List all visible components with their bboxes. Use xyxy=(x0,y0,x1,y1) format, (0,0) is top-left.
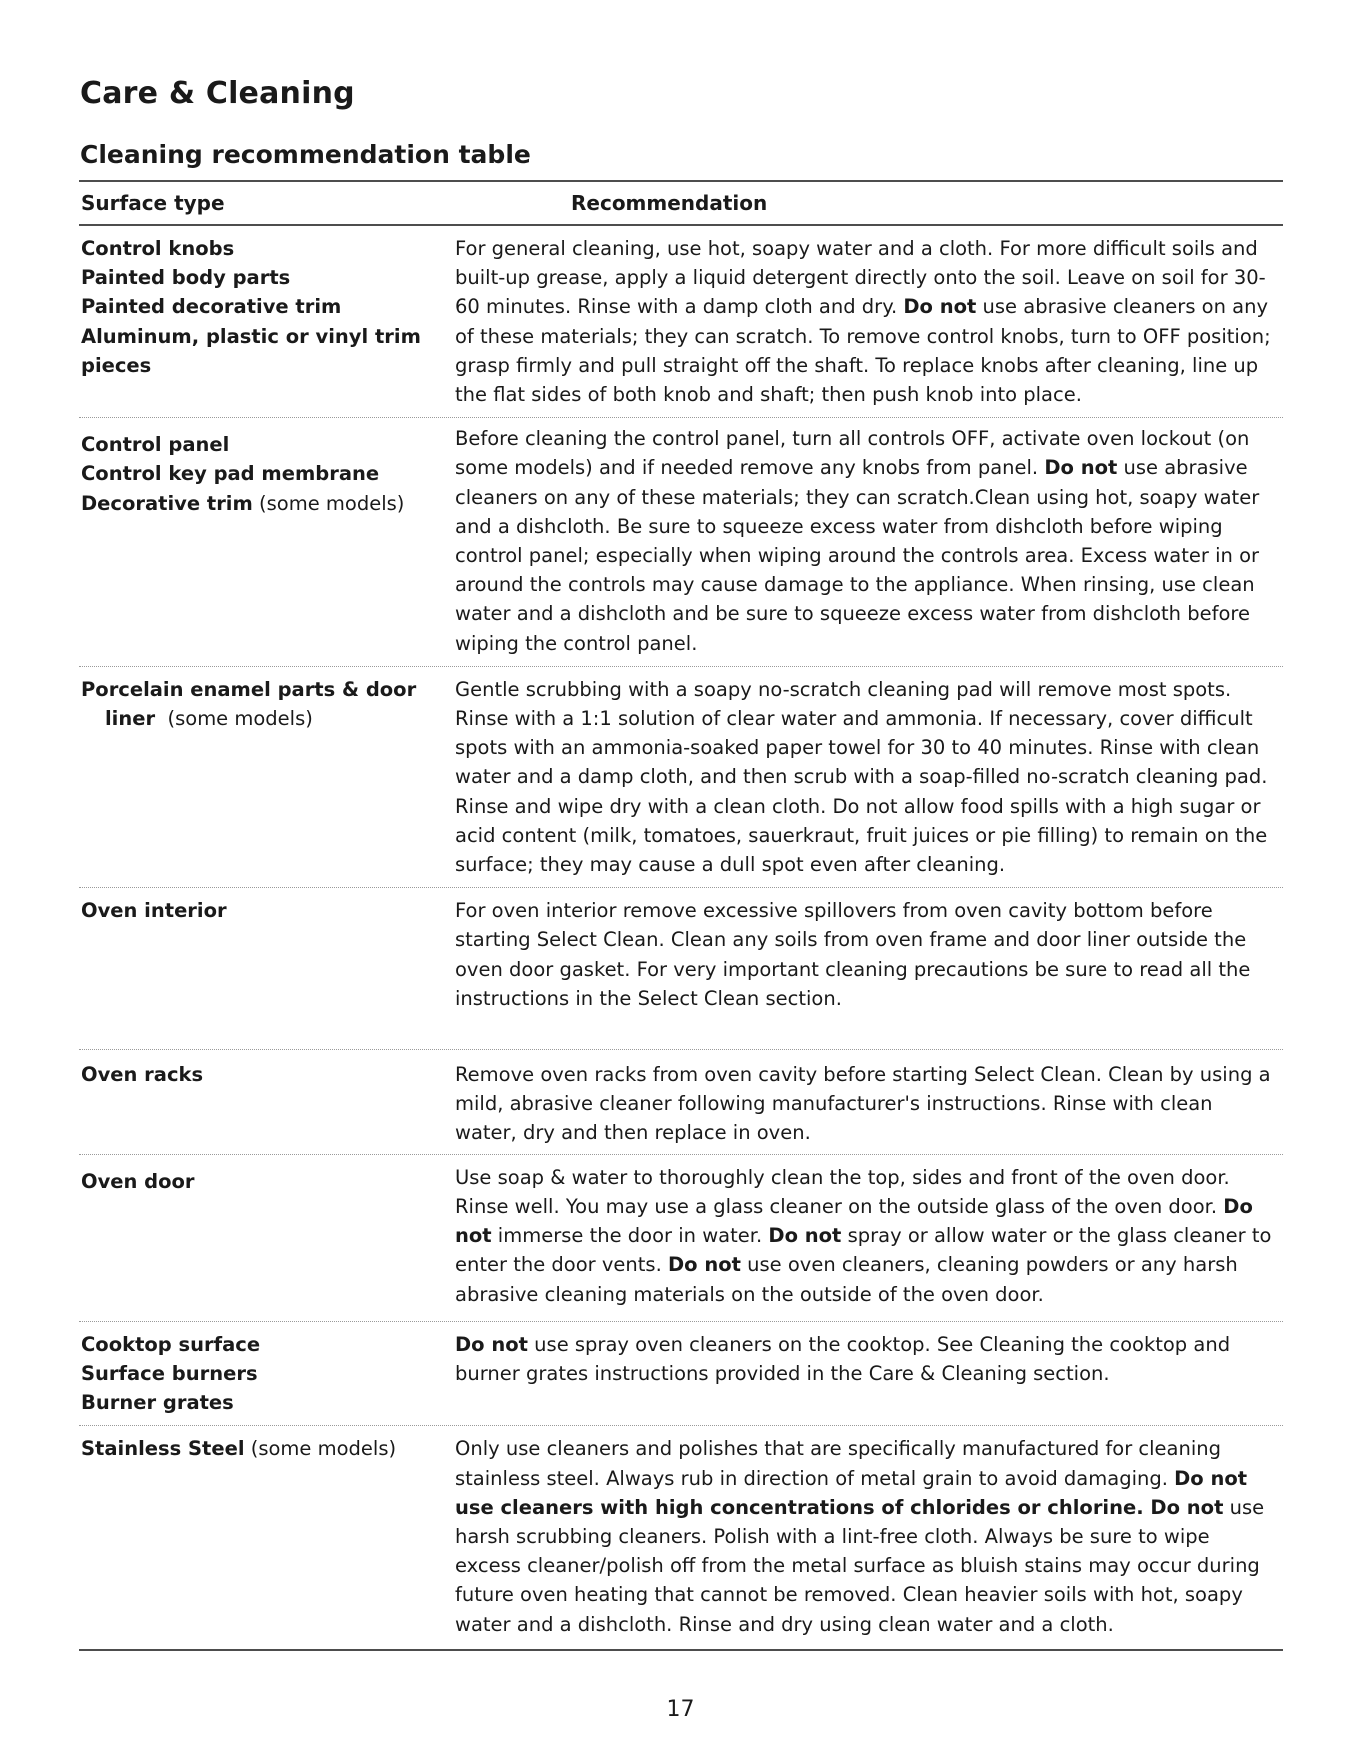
surface-item xyxy=(81,1167,455,1196)
surface-type-cell xyxy=(79,1330,455,1418)
surface-name: Decorative trim xyxy=(81,491,253,515)
table-row xyxy=(79,667,1283,888)
table-header-row xyxy=(79,180,1283,226)
recommendation-cell xyxy=(455,1163,1283,1309)
surface-name: liner xyxy=(105,707,156,731)
page-title: Care & Cleaning xyxy=(80,76,355,111)
surface-name: Surface burners xyxy=(81,1361,258,1385)
recommendation-emphasis: Do not xyxy=(903,295,977,319)
surface-item xyxy=(81,263,455,292)
surface-item xyxy=(81,675,455,704)
page-number: 17 xyxy=(666,1697,695,1722)
recommendation-text: use oven cleaners, cleaning powders or any harsh abrasive cleaning materials on the outside of the oven door. xyxy=(455,1253,1238,1306)
recommendation-text: For general cleaning, use hot, soapy water and a cloth. For more difficult soils and built-up grease, apply a liquid detergent directly onto the soil. Leave on soil for 30-60 minutes. Rinse with a damp cloth and dry. xyxy=(455,237,1266,319)
recommendation-text: use abrasive cleaners on any of these materials; they can scratch.Clean using hot, soapy water and a dishcloth. Be sure to squeeze excess water from dishcloth before wiping control panel; especially when wiping around the controls area. Excess water in or around the controls may cause damage to the appliance. When rinsing, use clean water and a dishcloth and be sure to squeeze excess water from dishcloth before wiping the control panel. xyxy=(455,456,1260,655)
surface-item xyxy=(81,430,455,459)
recommendation-text: use harsh scrubbing cleaners. Polish with a lint-free cloth. Always be sure to wipe excess cleaner/polish off from the metal surface as bluish stains may occur during future oven heating that cannot be removed. Clean heavier soils with hot, soapy water and a dishcloth. Rinse and dry using clean water and a cloth. xyxy=(455,1495,1265,1636)
recommendation-text: Before cleaning the control panel, turn all controls OFF, activate oven lockout (on some models) and if needed remove any knobs from panel. xyxy=(455,427,1250,480)
recommendation-emphasis: Do not use cleaners with high concentrations of chlorides or chlorine. Do not xyxy=(455,1466,1248,1519)
surface-name: Oven door xyxy=(81,1169,195,1193)
table-row xyxy=(79,418,1283,667)
surface-item xyxy=(81,1434,455,1463)
surface-type-cell xyxy=(79,1163,455,1309)
recommendation-cell xyxy=(455,1060,1283,1148)
recommendation-text: use abrasive cleaners on any of these materials; they can scratch. To remove control knobs, turn to OFF position; grasp firmly and pull straight off the shaft. To replace knobs after cleaning, line up the flat sides of both knob and shaft; then push knob into place. xyxy=(455,295,1271,407)
surface-name: pieces xyxy=(81,353,152,377)
surface-type-cell xyxy=(79,896,455,1013)
surface-name: Cooktop surface xyxy=(81,1332,261,1356)
recommendation-text: Remove oven racks from oven cavity before starting Select Clean. Clean by using a mild, abrasive cleaner following manufacturer's instructions. Rinse with clean water, dry and then replace in oven. xyxy=(455,1063,1271,1145)
surface-type-cell xyxy=(79,675,455,879)
surface-item xyxy=(81,234,455,263)
surface-name: Porcelain enamel parts & door xyxy=(81,677,417,701)
table-row xyxy=(79,1050,1283,1155)
surface-name: Burner grates xyxy=(81,1391,234,1415)
surface-item xyxy=(81,351,455,380)
recommendation-text: immerse the door in water. xyxy=(491,1224,769,1248)
header-surface-type: Surface type xyxy=(81,191,225,215)
surface-item xyxy=(81,292,455,321)
surface-item xyxy=(81,489,455,518)
surface-item xyxy=(81,322,455,351)
surface-name: Control panel xyxy=(81,433,230,457)
surface-item xyxy=(81,1359,455,1388)
table-row xyxy=(79,1426,1283,1650)
surface-name: Oven racks xyxy=(81,1063,204,1087)
surface-item xyxy=(81,1330,455,1359)
surface-type-cell xyxy=(79,1434,455,1638)
recommendation-text: Only use cleaners and polishes that are specifically manufactured for cleaning stainless steel. Always rub in direction of metal grain to avoid damaging. xyxy=(455,1437,1222,1490)
surface-type-cell xyxy=(79,424,455,658)
surface-item xyxy=(81,1060,455,1089)
recommendation-text: spray or allow water or the glass cleaner to enter the door vents. xyxy=(455,1224,1272,1277)
recommendation-cell xyxy=(455,675,1283,879)
surface-name: Painted decorative trim xyxy=(81,295,342,319)
table-row xyxy=(79,226,1283,418)
surface-note: (some models) xyxy=(252,491,405,515)
recommendation-cell xyxy=(455,424,1283,658)
recommendation-text: Use soap & water to thoroughly clean the top, sides and front of the oven door. Rinse well. You may use a glass cleaner on the outside glass of the oven door. xyxy=(455,1165,1230,1218)
surface-name: Stainless Steel xyxy=(81,1437,245,1461)
recommendation-cell xyxy=(455,234,1283,409)
table-row xyxy=(79,1322,1283,1427)
surface-name: Painted body parts xyxy=(81,266,291,290)
surface-item xyxy=(81,896,455,925)
surface-item xyxy=(81,459,455,488)
surface-type-cell xyxy=(79,234,455,409)
recommendation-text: For oven interior remove excessive spillovers from oven cavity bottom before starting Select Clean. Clean any soils from oven frame and door liner outside the oven door gasket. For very important cleaning precautions be sure to read all the instructions in the Select Clean section. xyxy=(455,899,1251,1010)
recommendation-emphasis: Do not xyxy=(1044,456,1118,480)
section-title: Cleaning recommendation table xyxy=(80,140,531,169)
table-row xyxy=(79,888,1283,1050)
surface-name: Oven interior xyxy=(81,899,227,923)
table-body xyxy=(79,226,1283,1651)
recommendation-emphasis: Do not xyxy=(667,1253,741,1277)
header-recommendation: Recommendation xyxy=(571,191,768,215)
cleaning-recommendation-table xyxy=(79,180,1283,1651)
recommendation-emphasis: Do not xyxy=(455,1194,1253,1248)
recommendation-emphasis: Do not xyxy=(768,1224,842,1248)
recommendation-text: Gentle scrubbing with a soapy no-scratch cleaning pad will remove most spots. Rinse with a 1:1 solution of clear water and ammonia. If necessary, cover difficult spots with an ammonia-soaked paper towel for 30 to 40 minutes. Rinse with clean water and a damp cloth, and then scrub with a soap-filled no-scratch cleaning pad. Rinse and wipe dry with a clean cloth. Do not allow food spills with a high sugar or acid content (milk, tomatoes, sauerkraut, fruit juices or pie filling) to remain on the surface; they may cause a dull spot even after cleaning. xyxy=(455,677,1268,877)
surface-name: Control key pad membrane xyxy=(81,462,380,486)
surface-type-cell xyxy=(79,1060,455,1148)
table-row xyxy=(79,1155,1283,1322)
recommendation-cell xyxy=(455,1434,1283,1638)
surface-note: (some models) xyxy=(244,1437,397,1461)
surface-name: Control knobs xyxy=(81,237,235,260)
surface-name: Aluminum, plastic or vinyl trim xyxy=(81,324,421,348)
surface-item xyxy=(81,704,455,733)
recommendation-cell xyxy=(455,1330,1283,1418)
surface-item xyxy=(81,1388,455,1417)
recommendation-text: use spray oven cleaners on the cooktop. See Cleaning the cooktop and burner grates instructions provided in the Care & Cleaning section. xyxy=(455,1332,1231,1385)
surface-note: (some models) xyxy=(155,707,313,731)
recommendation-emphasis: Do not xyxy=(455,1332,528,1356)
recommendation-cell xyxy=(455,896,1283,1013)
